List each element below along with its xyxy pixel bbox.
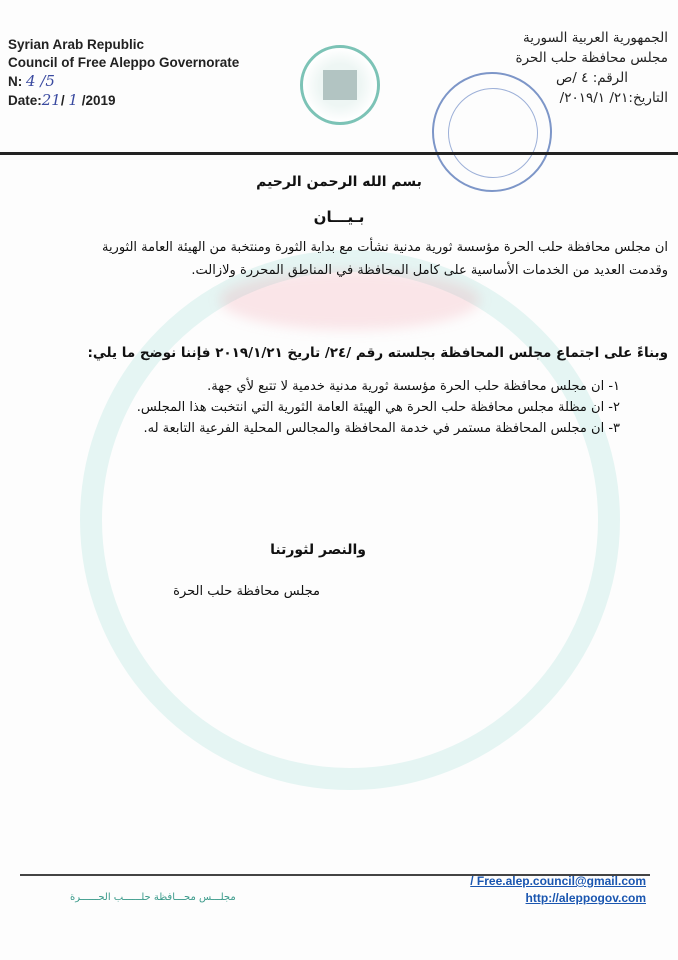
- date-ar: التاريخ:٢١/ ٢٠١٩/١/: [559, 90, 668, 106]
- date-label: Date:: [8, 93, 42, 108]
- document-title: بـيـــان: [313, 208, 365, 226]
- date-day: 21: [41, 91, 61, 109]
- list-item: ٢- ان مظلة مجلس محافظة حلب الحرة هي الهيئة العامة الثورية التي انتخبت هذا المجلس.: [136, 400, 620, 415]
- points-list: [60, 376, 620, 439]
- signature-line: مجلس محافظة حلب الحرة: [173, 584, 320, 599]
- number-en: [8, 72, 239, 91]
- council-logo: [300, 45, 380, 125]
- list-item: ٣- ان مجلس المحافظة مستمر في خدمة المحافظة والمجالس المحلية الفرعية التابعة له.: [143, 421, 620, 436]
- arabic-header: [516, 28, 669, 108]
- basmala: بسم الله الرحمن الرحيم: [256, 174, 422, 190]
- website-link[interactable]: http://aleppogov.com: [525, 891, 646, 905]
- country-en: Syrian Arab Republic: [8, 37, 145, 52]
- date-en: Date:21/ 1 /2019: [8, 91, 116, 109]
- email-link[interactable]: / Free.alep.council@gmail.com: [470, 874, 646, 888]
- footer-links: [470, 873, 646, 907]
- council-ar: مجلس محافظة حلب الحرة: [515, 50, 668, 66]
- intro-paragraph: ان مجلس محافظة حلب الحرة مؤسسة ثورية مدنية نشأت مع بداية الثورة ومنتخبة من الهيئة العامة الثورية وقدمت العديد من الخدمات الأساسية على كامل المحافظة في المناطق المحررة ولازالت.: [101, 240, 668, 278]
- number-label: N:: [8, 74, 23, 89]
- date-year: /2019: [81, 93, 116, 108]
- council-en: Council of Free Aleppo Governorate: [8, 55, 240, 70]
- watermark-emblem: [80, 250, 620, 790]
- closing-line: والنصر لثورتنا: [270, 542, 366, 558]
- statement-line: وبناءً على اجتماع مجلس المحافظة بجلسته رقم /٢٤/ تاريخ ٢٠١٩/١/٢١ فإننا نوضح ما يلي:: [87, 345, 668, 361]
- header-divider: [0, 152, 678, 155]
- number-ar: الرقم: ٤ /ص: [555, 70, 628, 86]
- number-value: 4 /5: [26, 72, 55, 90]
- english-header: [8, 36, 239, 110]
- country-ar: الجمهورية العربية السورية: [523, 30, 668, 46]
- date-month: 1: [68, 91, 78, 109]
- footer-council-name: مجلـــس محـــافظة حلــــــب الحــــــرة: [70, 892, 236, 903]
- list-item: ١- ان مجلس محافظة حلب الحرة مؤسسة ثورية مدنية خدمية لا تتبع لأي جهة.: [207, 379, 620, 394]
